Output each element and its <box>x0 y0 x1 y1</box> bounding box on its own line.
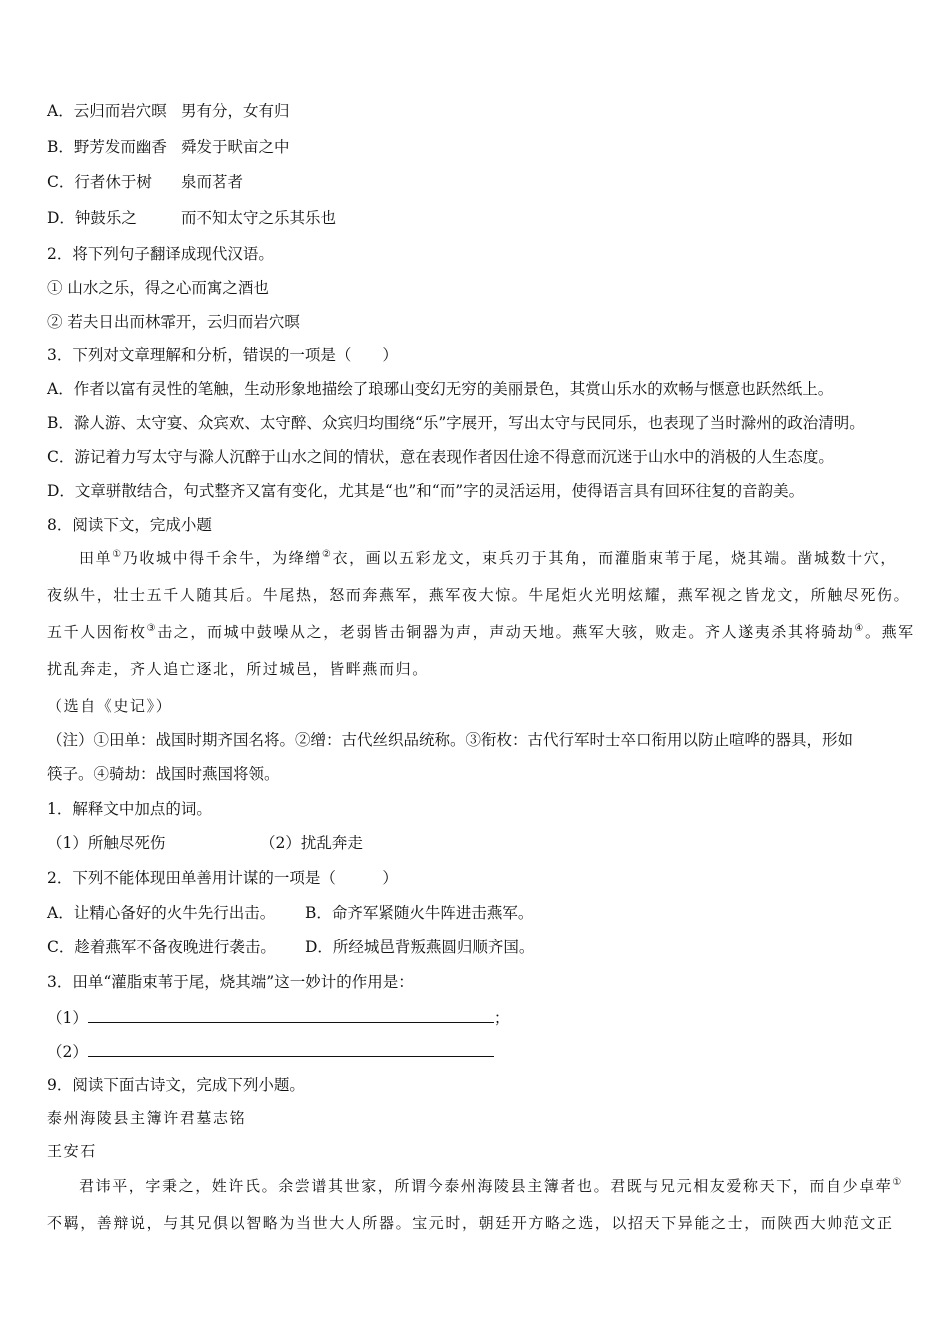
sub-1-item-1: （1）所触尽死伤 <box>47 834 166 852</box>
poem-author: 王安石 <box>47 1142 97 1160</box>
question-8-title: 8．阅读下文，完成小题 <box>47 516 212 534</box>
question-8-sub-2-row-1 <box>47 903 533 923</box>
question-3-option-c: C．游记着力写太守与滁人沉醉于山水之间的情状，意在表现作者因仕途不得意而沉迷于山水中的消极的人生态度。 <box>47 448 834 466</box>
passage-9-line-2: 不羁，善辩说，与其兄俱以智略为当世大人所器。宝元时，朝廷开方略之选，以招天下异能之士，而陕西大帅范文正 <box>47 1214 894 1232</box>
option-row-c <box>47 172 243 192</box>
option-a-right: 男有分，女有归 <box>181 102 290 120</box>
passage-8-source: （选自《史记》） <box>47 697 173 715</box>
passage-text: 君讳平，字秉之，姓许氏。余尝谱其世家，所谓今泰州海陵县主簿者也。君既与兄元相友爱称天下，而自少卓荦 <box>79 1177 893 1195</box>
poem-title: 泰州海陵县主簿许君墓志铭 <box>47 1109 247 1127</box>
answer-line-label: （1） <box>47 1009 88 1027</box>
sub-2-option-a: A．让精心备好的火牛先行出击。 <box>47 904 276 922</box>
option-row-b <box>47 137 290 157</box>
passage-8-line-1 <box>79 548 897 568</box>
question-3-title: 3．下列对文章理解和分析，错误的一项是（ ） <box>47 346 398 364</box>
question-8-sub-3: 3．田单“灌脂束苇于尾，烧其端”这一妙计的作用是： <box>47 973 414 991</box>
footnote-marker: ④ <box>854 623 865 634</box>
passage-8-line-4: 扰乱奔走，齐人追亡逐北，所过城邑，皆畔燕而归。 <box>47 660 429 678</box>
passage-text: 衣，画以五彩龙文，束兵刃于其角，而灌脂束苇于尾，烧其端。凿城数十穴， <box>332 549 897 567</box>
sub-2-option-d: D．所经城邑背叛燕圆归顺齐国。 <box>305 938 535 956</box>
question-2-sentence-2: ② 若夫日出而林霏开，云归而岩穴暝 <box>47 313 300 331</box>
question-8-sub-1-items <box>47 833 363 853</box>
option-b-left: B．野芳发而幽香 <box>47 138 167 156</box>
option-row-d <box>47 208 336 228</box>
answer-line-2 <box>47 1041 494 1062</box>
answer-blank[interactable] <box>88 1041 494 1057</box>
option-row-a <box>47 101 290 121</box>
passage-8-line-3 <box>47 622 915 642</box>
question-9-title: 9．阅读下面古诗文，完成下列小题。 <box>47 1076 305 1094</box>
passage-text: 。燕军 <box>864 623 915 641</box>
question-2-title: 2．将下列句子翻译成现代汉语。 <box>47 245 274 263</box>
sub-1-item-2: （2）扰乱奔走 <box>260 834 363 852</box>
answer-line-1 <box>47 1007 509 1028</box>
answer-line-end: ； <box>493 1009 510 1027</box>
question-8-sub-2-row-2 <box>47 937 534 957</box>
passage-8-notes-line-1: （注）①田单：战国时期齐国名将。②缯：古代丝织品统称。③衔枚：古代行军时士卒口衔用以防止喧哗的器具，形如 <box>47 731 854 749</box>
question-8-sub-2: 2．下列不能体现田单善用计谋的一项是（ ） <box>47 869 398 887</box>
option-c-right: 泉而茗者 <box>181 173 244 191</box>
footnote-marker: ② <box>321 549 333 560</box>
answer-line-label: （2） <box>47 1043 88 1061</box>
passage-8-line-2: 夜纵牛，壮士五千人随其后。牛尾热，怒而奔燕军，燕军夜大惊。牛尾炬火光明炫耀，燕军视之皆龙文，所触尽死伤。 <box>47 586 911 604</box>
question-8-sub-1: 1．解释文中加点的词。 <box>47 800 212 818</box>
question-3-option-b: B．滁人游、太守宴、众宾欢、太守醉、众宾归均围绕“乐”字展开，写出太守与民同乐，也表现了当时滁州的政治清明。 <box>47 414 865 432</box>
sub-2-option-c: C．趁着燕军不备夜晚进行袭击。 <box>47 938 276 956</box>
question-3-option-d: D．文章骈散结合，句式整齐又富有变化，尤其是“也”和“而”字的灵活运用，使得语言具有回环往复的音韵美。 <box>47 482 805 500</box>
sub-2-option-b: B．命齐军紧随火牛阵进击燕军。 <box>305 904 534 922</box>
passage-text: 田单 <box>79 549 113 567</box>
answer-blank[interactable] <box>88 1007 494 1023</box>
passage-text: 击之，而城中鼓噪从之，老弱皆击铜器为声，声动天地。燕军大骇，败走。齐人遂夷杀其将骑劫 <box>157 623 855 641</box>
option-a-left: A．云归而岩穴暝 <box>47 102 167 120</box>
option-d-right: 而不知太守之乐其乐也 <box>181 209 337 227</box>
question-3-option-a: A．作者以富有灵性的笔触，生动形象地描绘了琅琊山变幻无穷的美丽景色，其赏山乐水的欢畅与惬意也跃然纸上。 <box>47 380 834 398</box>
question-2-sentence-1: ① 山水之乐，得之心而寓之酒也 <box>47 279 269 297</box>
option-d-left: D．钟鼓乐之 <box>47 209 137 227</box>
passage-9-line-1 <box>79 1176 903 1196</box>
passage-text: 乃收城中得千余牛，为绛缯 <box>122 549 322 567</box>
footnote-marker: ③ <box>146 623 158 634</box>
option-c-left: C．行者休于树 <box>47 173 152 191</box>
footnote-marker: ① <box>112 549 123 560</box>
footnote-marker: ① <box>892 1177 903 1188</box>
passage-text: 五千人因衔枚 <box>47 623 147 641</box>
option-b-right: 舜发于畎亩之中 <box>181 138 290 156</box>
passage-8-notes-line-2: 筷子。④骑劫：战国时燕国将领。 <box>47 765 280 783</box>
